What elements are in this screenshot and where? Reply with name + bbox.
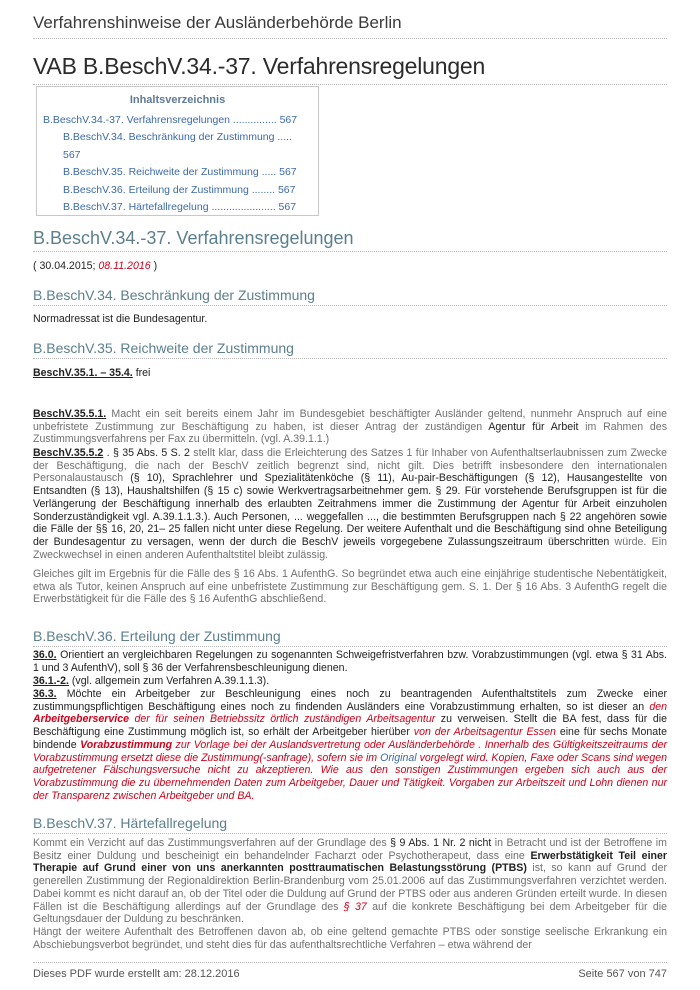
section-34-text: Normadressat ist die Bundesagentur. — [33, 313, 208, 325]
section-heading-34 — [33, 286, 667, 306]
ref-36-3: 36.3. — [33, 688, 57, 700]
s37-a-gray2: in Betracht und ist der Betroffene im Besitz einer Duldung und bescheinigt ein behandelnder Facharzt oder Psychotherapeut, dass eine — [33, 837, 667, 862]
s37-a-red: § 37 — [343, 900, 367, 913]
date-open: ( 30.04.2015; — [33, 260, 99, 272]
section-36-1 — [33, 675, 667, 688]
s37-a-gray4: auf die konkrete Beschäftigung bei dem Arbeitgeber für die Geltungsdauer der Duldung zu beschränken. — [33, 900, 667, 926]
t-36-3-redb1: Arbeitgeberservice — [33, 713, 129, 726]
t-36-3-red4: zur Vorlage bei der Auslandsvertretung oder Ausländerbehörde . Innerhalb des Gültigkeitszeitraums der Vorabzustimmung ersetzt diese die Zustimmung(-sanfrage), sofern sie im — [33, 738, 668, 764]
toc-link-reichweite[interactable]: B.BeschV.35. Reichweite der Zustimmung ..... 567 — [63, 166, 297, 179]
version-dates — [33, 260, 667, 273]
section-heading-35 — [33, 339, 667, 359]
site-title: Verfahrenshinweise der Ausländerbehörde Berlin — [33, 13, 402, 32]
p2-black: Agentur für Arbeit — [488, 420, 579, 433]
section-37-a — [33, 837, 667, 926]
toc-link-haertefall[interactable]: B.BeschV.37. Härtefallregelung ...................... 567 — [63, 201, 297, 214]
section-36-3 — [33, 688, 667, 802]
s37-a-bold: Erwerbstätigkeit Teil einer Therapie auf Grund einer von uns anerkannten posttraumatischen Belastungsstörung (PTBS) — [33, 849, 667, 875]
toc-link-beschraenkung[interactable]: B.BeschV.34. Beschränkung der Zustimmung ..... — [63, 131, 292, 144]
date-updated: 08.11.2016 — [98, 260, 151, 272]
s37-a-gray3: ist, so kann auf Grund der generellen Zustimmung der Regionaldirektion Berlin-Brandenburg vom 25.01.2006 auf das Zustimmungsverfahren verzichtet werden. Dabei kommt es nicht darauf an, ob der Titel oder die Duldung auf Grund der PTBS oder aus anderen Gründen erteilt wurde. In diesen Fällen ist die Beschäftigung allerdings auf der Grundlage des — [33, 862, 667, 913]
section-heading-36-text: B.BeschV.36. Erteilung der Zustimmung — [33, 628, 281, 644]
section-35-5-2 — [33, 447, 667, 561]
date-close: ) — [150, 260, 158, 272]
toc-heading: Inhaltsverzeichnis — [129, 94, 226, 106]
section-35-p4: Gleiches gilt im Ergebnis für die Fälle des § 16 Abs. 1 AufenthG. So begründet etwa auch eine einjährige studentische Nebentätigkeit, etwa als Tutor, keinen Anspruch auf eine unbefristete Zustimmung zur Beschäftigung gem. S. 1. Der § 16 Abs. 3 AufenthG regelt die Erwerbstätigkeit für die Fälle des § 16 AufenthG abschließend. — [33, 568, 667, 606]
t-36-3-red5: vorgelegt wird. Kopien, Faxe oder Scans sind wegen aufgetretener Fälschungsversuche nicht zu akzeptieren. Wie aus den sonstigen Zustimmungen ergeben sich auch aus der Vorabzustimmung die zu übernehmenden Daten zum Arbeitgeber, Dauer und Tätigkeit. Vorgaben zur Arbeitszeit und Lohn dienen nur der Transparenz zwischen Arbeitgeber und BA. — [33, 751, 667, 802]
s37-a-gray: Kommt ein Verzicht auf das Zustimmungsverfahren auf der Grundlage des — [33, 837, 391, 849]
t-36-1: (vgl. allgemein zum Verfahren A.39.1.1.3). — [68, 675, 270, 687]
t-36-3c: eine für sechs Monate bindende — [33, 726, 667, 751]
section-heading-34-text: B.BeschV.34. Beschränkung der Zustimmung — [33, 287, 315, 303]
toc-link-beschraenkung-page[interactable]: 567 — [63, 148, 81, 161]
t-36-0: Orientiert an vergleichbaren Regelungen zu sogenannten Schweigefristverfahren bzw. Vorabzustimmungen (vgl. etwa § 31 Abs. 1 und 3 AufenthV), soll § 36 der Verfahrensbeschleunigung dienen. — [33, 649, 667, 674]
ref-35-1: BeschV.35.1. – 35.4. — [33, 367, 133, 379]
p3-b: (§ 10), Sprachlehrer und Spezialitätenköche (§ 11), Au-pair-Beschäftigungen (§ 12), Hausangestellte von Entsandten (§ 13), Haushaltshilfen (§ 15 c) sowie Werkvertragsarbeitnehmer gem. § 29. Für vorstehende Berufsgruppen ist für die Verlängerung der Beschäftigung innerhalb des erlaubten Zeitrahmens immer die Zustimmung der Agentur für Arbeit einzuholen Sonderzuständigkeit vgl. A.39.1.1.3.). Auch Personen, ... weggefallen ..., die bestimmten Berufsgruppen nach § 22 angehören sowie die Fälle der §§ 16, 20, 21– 25 fallen nicht unter diese Regelung. Der weitere Aufenthalt und die Beschäftigung sind ohne Beteiligung der Bundesagentur zu versagen, wenn der durch die BeschV jeweils vorgegebene Zulassungszeitraum überschritten — [33, 472, 667, 548]
t-36-3a: Möchte ein Arbeitgeber zur Beschleunigung eines noch zu beantragenden Aufenthaltstitels zum Zwecke einer zustimmungspflichtigen Beschäftigung eines noch zu findenden Ausländers eine Vorabzustimmung erhalten, so ist dieser an — [33, 688, 667, 713]
p3-gray2: würde. Ein Zweckwechsel in einen anderen Aufenthaltstitel bleibt zulässig. — [33, 535, 667, 561]
document-title-bar — [33, 52, 667, 85]
document-title: VAB B.BeschV.34.-37. Verfahrensregelungen — [33, 53, 486, 79]
site-header — [33, 12, 667, 39]
section-37-b: Hängt der weitere Aufenthalt des Betroffenen davon ab, ob eine geltend gemachte PTBS oder sonstige seelische Erkrankung ein Abschiebungsverbot begründet, und steht dies für das aufenthaltsrechtliche Verfahren – etwa während der — [33, 926, 667, 951]
section-heading-main-text: B.BeschV.34.-37. Verfahrensregelungen — [33, 228, 354, 248]
p3-gray: stellt klar, dass die Erleichterung des Satzes 1 für Inhaber von Aufenthaltserlaubnissen zum Zwecke der Beschäftigung, die nach der BeschV zeitlich begrenzt sind, nicht gilt. Dies betrifft insbesondere den internationalen Personalaustausch — [33, 447, 667, 485]
t-36-3-red3: von der Arbeitsagentur Essen — [413, 726, 556, 739]
section-heading-main — [33, 227, 667, 252]
footer-page-number: Seite 567 von 747 — [578, 968, 667, 980]
section-heading-36 — [33, 627, 667, 647]
toc-link-verfahrensregelungen[interactable]: B.BeschV.34.-37. Verfahrensregelungen ............... 567 — [43, 114, 298, 126]
section-36-0 — [33, 649, 667, 674]
page-footer — [33, 962, 667, 980]
ref-35-5-2: BeschV.35.5.2 — [33, 447, 104, 459]
table-of-contents — [36, 86, 319, 216]
t-36-3-red2: der für seinen Betriebssitz örtlich zuständigen Arbeitsagentur — [128, 713, 436, 726]
t-36-3-redb2: Vorabzustimmung — [80, 738, 173, 751]
section-heading-37-text: B.BeschV.37. Härtefallregelung — [33, 815, 228, 831]
section-35-5-1 — [33, 408, 667, 446]
ref-35-5-1: BeschV.35.5.1. — [33, 408, 107, 420]
section-heading-37 — [33, 814, 667, 834]
p2-gray2: im Rahmen des Zustimmungsverfahrens per Fax zu übermitteln. (vgl. A.39.1.1.) — [33, 420, 667, 446]
footer-created: Dieses PDF wurde erstellt am: 28.12.2016 — [33, 968, 240, 980]
toc-link-erteilung[interactable]: B.BeschV.36. Erteilung der Zustimmung ........ 567 — [63, 183, 296, 196]
ref-35-1-text: frei — [132, 367, 151, 379]
section-heading-35-text: B.BeschV.35. Reichweite der Zustimmung — [33, 340, 294, 356]
original-link[interactable]: Original — [380, 751, 417, 764]
p2-gray: Macht ein seit bereits einem Jahr im Bundesgebiet beschäftigter Ausländer geltend, nunmehr Anspruch auf eine unbefristete Zustimmung zur Beschäftigung zu haben, ist dieser Antrag der zuständigen — [33, 408, 667, 433]
t-36-3-red1: den — [649, 700, 667, 713]
section-35-ref1 — [33, 367, 667, 380]
s37-a-black: § 9 Abs. 1 Nr. 2 nicht — [390, 837, 492, 849]
t-36-3b: zu verweisen. Stellt die BA fest, dass für die Beschäftigung eine Zustimmung möglich ist, so erhält der Arbeitgeber hierüber — [33, 713, 667, 739]
ref-36-0: 36.0. — [33, 649, 57, 661]
p3-a: . § 35 Abs. 5 S. 2 — [103, 447, 190, 459]
ref-36-1: 36.1.-2. — [33, 675, 69, 687]
